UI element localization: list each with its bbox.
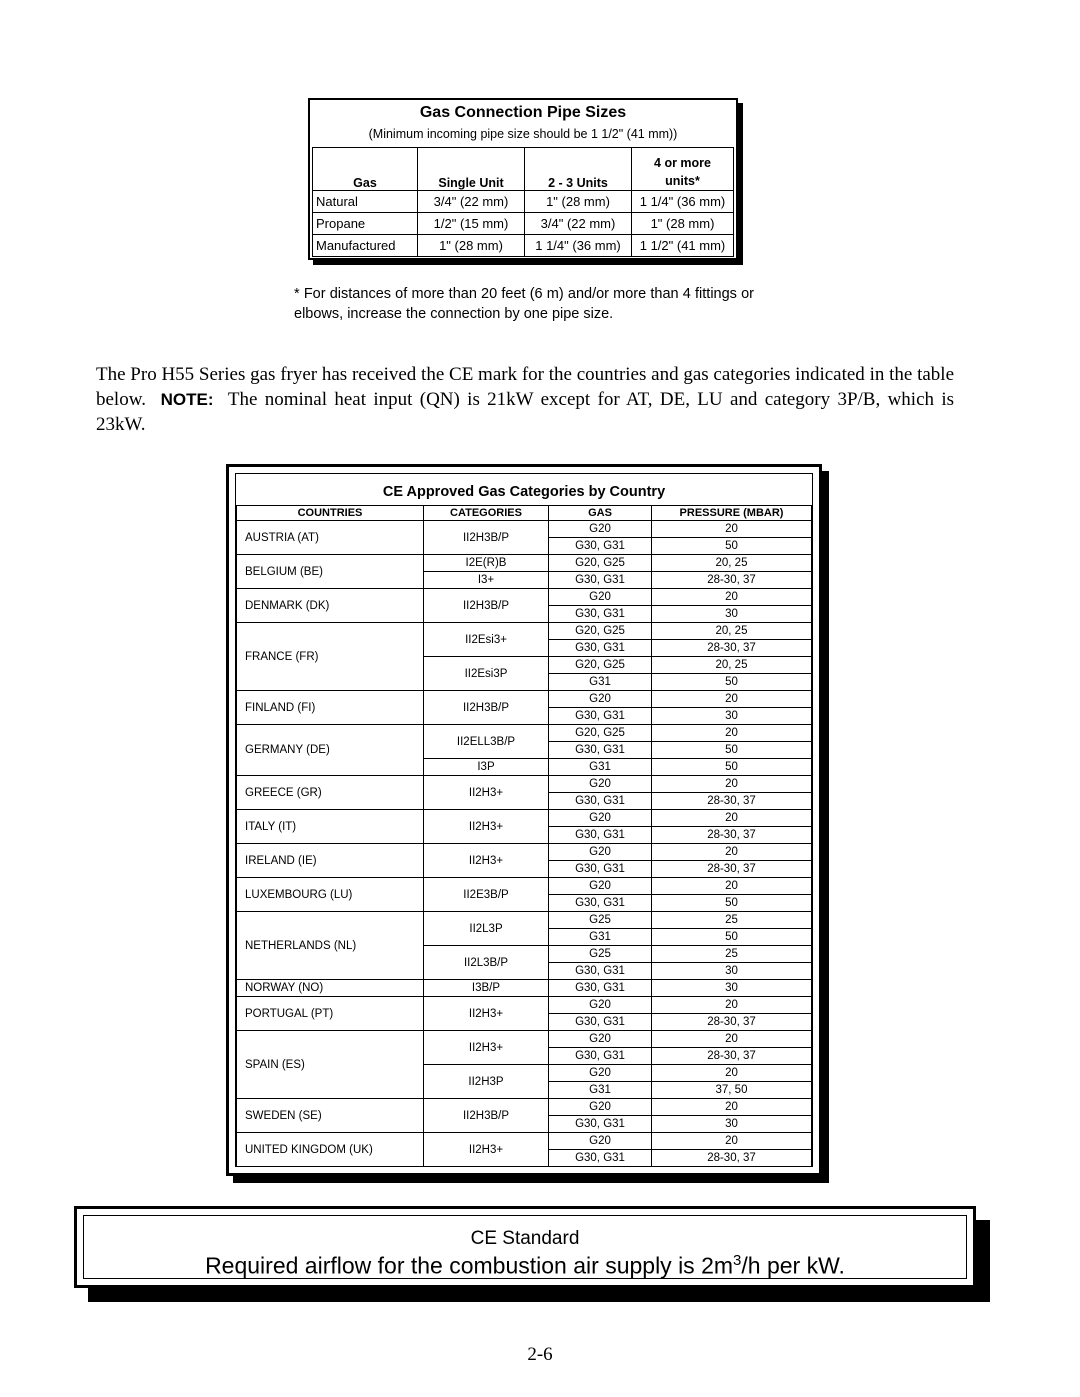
pipe-table-row (313, 191, 734, 213)
ce-country-cell: LUXEMBOURG (LU) (237, 878, 424, 912)
pipe-table-cell: 1 1/4" (36 mm) (525, 235, 632, 257)
ce-gas-cell: G25 (549, 912, 652, 929)
pipe-sizes-table-box (308, 98, 738, 260)
ce-category-cell: II2H3B/P (424, 589, 549, 623)
ce-gas-cell: G30, G31 (549, 1150, 652, 1167)
ce-gas-cell: G31 (549, 1082, 652, 1099)
ce-header-pressure: PRESSURE (MBAR) (652, 506, 812, 521)
ce-table-row (237, 912, 812, 929)
pipe-table-cell: Propane (313, 213, 418, 235)
ce-country-cell: ITALY (IT) (237, 810, 424, 844)
ce-country-cell: BELGIUM (BE) (237, 555, 424, 589)
ce-table-inner-frame (235, 473, 813, 1167)
ce-pressure-cell: 20 (652, 691, 812, 708)
ce-pressure-cell: 20 (652, 1065, 812, 1082)
ce-pressure-cell: 50 (652, 538, 812, 555)
ce-table-row (237, 980, 812, 997)
ce-pressure-cell: 37, 50 (652, 1082, 812, 1099)
ce-gas-cell: G30, G31 (549, 708, 652, 725)
ce-gas-cell: G30, G31 (549, 1048, 652, 1065)
pipe-table-cell: Natural (313, 191, 418, 213)
pipe-table-cell: Manufactured (313, 235, 418, 257)
pipe-header-gas: Gas (313, 148, 418, 191)
ce-table-row (237, 776, 812, 793)
pipe-header-2-3: 2 - 3 Units (525, 148, 632, 191)
ce-country-cell: DENMARK (DK) (237, 589, 424, 623)
ce-pressure-cell: 50 (652, 674, 812, 691)
ce-pressure-cell: 50 (652, 742, 812, 759)
ce-gas-cell: G30, G31 (549, 572, 652, 589)
ce-category-cell: II2L3P (424, 912, 549, 946)
ce-country-cell: AUSTRIA (AT) (237, 521, 424, 555)
ce-pressure-cell: 25 (652, 946, 812, 963)
ce-category-cell: II2ELL3B/P (424, 725, 549, 759)
ce-gas-cell: G30, G31 (549, 1116, 652, 1133)
ce-header-categories: CATEGORIES (424, 506, 549, 521)
ce-country-cell: IRELAND (IE) (237, 844, 424, 878)
pipe-header-4-more-label: 4 or more units* (654, 156, 711, 188)
ce-country-cell: UNITED KINGDOM (UK) (237, 1133, 424, 1167)
ce-table-row (237, 623, 812, 640)
ce-pressure-cell: 20 (652, 1031, 812, 1048)
ce-category-cell: II2L3B/P (424, 946, 549, 980)
ce-gas-cell: G30, G31 (549, 963, 652, 980)
ce-gas-cell: G20, G25 (549, 623, 652, 640)
ce-gas-cell: G20 (549, 878, 652, 895)
ce-gas-cell: G20 (549, 1133, 652, 1150)
ce-pressure-cell: 25 (652, 912, 812, 929)
ce-gas-cell: G30, G31 (549, 1014, 652, 1031)
ce-table-row (237, 725, 812, 742)
pipe-table-header-row (313, 148, 734, 191)
ce-standard-label: CE Standard (470, 1228, 580, 1249)
pipe-table-row (313, 235, 734, 257)
ce-pressure-cell: 30 (652, 606, 812, 623)
ce-pressure-cell: 20 (652, 1099, 812, 1116)
ce-table-row (237, 878, 812, 895)
ce-pressure-cell: 20, 25 (652, 657, 812, 674)
ce-gas-cell: G20 (549, 997, 652, 1014)
ce-table-row (237, 810, 812, 827)
ce-pressure-cell: 20 (652, 1133, 812, 1150)
intro-text-before: The Pro H55 Series gas fryer has received the CE mark for the countries and gas categories indicated in the table below. (96, 364, 954, 410)
pipe-table-cell: 1 1/2" (41 mm) (632, 235, 734, 257)
ce-table-row (237, 589, 812, 606)
ce-table-frame (226, 464, 822, 1176)
ce-country-cell: NETHERLANDS (NL) (237, 912, 424, 980)
airflow-text-before: Required airflow for the combustion air supply is 2m (205, 1252, 734, 1279)
ce-gas-cell: G30, G31 (549, 861, 652, 878)
ce-category-cell: I2E(R)B (424, 555, 549, 572)
ce-category-cell: II2H3+ (424, 776, 549, 810)
ce-pressure-cell: 28-30, 37 (652, 572, 812, 589)
pipe-table-cell: 1" (28 mm) (525, 191, 632, 213)
ce-country-cell: SWEDEN (SE) (237, 1099, 424, 1133)
ce-pressure-cell: 30 (652, 708, 812, 725)
ce-pressure-cell: 28-30, 37 (652, 861, 812, 878)
ce-table-row (237, 844, 812, 861)
ce-country-cell: GERMANY (DE) (237, 725, 424, 776)
pipe-table-cell: 1" (28 mm) (632, 213, 734, 235)
ce-gas-cell: G20 (549, 691, 652, 708)
ce-gas-cell: G20, G25 (549, 657, 652, 674)
ce-category-cell: II2H3P (424, 1065, 549, 1099)
ce-category-cell: II2H3+ (424, 1133, 549, 1167)
ce-gas-cell: G20 (549, 776, 652, 793)
ce-table-row (237, 521, 812, 538)
ce-pressure-cell: 20 (652, 844, 812, 861)
pipe-table-cell: 1/2" (15 mm) (418, 213, 525, 235)
ce-table-title: CE Approved Gas Categories by Country (382, 484, 666, 500)
airflow-text-after: /h per kW. (741, 1252, 845, 1279)
ce-gas-cell: G20 (549, 521, 652, 538)
ce-gas-cell: G20 (549, 1031, 652, 1048)
ce-pressure-cell: 28-30, 37 (652, 827, 812, 844)
ce-pressure-cell: 50 (652, 895, 812, 912)
ce-category-cell: I3B/P (424, 980, 549, 997)
ce-category-cell: I3+ (424, 572, 549, 589)
ce-gas-cell: G30, G31 (549, 538, 652, 555)
ce-pressure-cell: 20 (652, 776, 812, 793)
ce-table-body (237, 521, 812, 1167)
intro-note-label: NOTE: (160, 390, 214, 409)
ce-table-row (237, 691, 812, 708)
ce-table-row (237, 555, 812, 572)
ce-gas-cell: G20 (549, 810, 652, 827)
ce-pressure-cell: 20 (652, 810, 812, 827)
pipe-table-cell: 1 1/4" (36 mm) (632, 191, 734, 213)
pipe-header-single: Single Unit (418, 148, 525, 191)
pipe-table-title: Gas Connection Pipe Sizes (419, 104, 627, 121)
pipe-sizes-table (312, 147, 734, 257)
ce-country-cell: NORWAY (NO) (237, 980, 424, 997)
ce-category-cell: II2H3B/P (424, 521, 549, 555)
ce-pressure-cell: 28-30, 37 (652, 793, 812, 810)
ce-gas-cell: G20 (549, 1099, 652, 1116)
ce-pressure-cell: 20 (652, 725, 812, 742)
ce-table-row (237, 1133, 812, 1150)
ce-country-cell: SPAIN (ES) (237, 1031, 424, 1099)
ce-table-row (237, 1031, 812, 1048)
ce-pressure-cell: 20 (652, 878, 812, 895)
pipe-header-4-more (632, 148, 734, 191)
pipe-table-cell: 3/4" (22 mm) (418, 191, 525, 213)
ce-pressure-cell: 30 (652, 963, 812, 980)
ce-category-cell: II2H3+ (424, 844, 549, 878)
ce-category-cell: II2H3+ (424, 810, 549, 844)
page-number: 2-6 (527, 1344, 553, 1365)
ce-header-gas: GAS (549, 506, 652, 521)
airflow-requirement (84, 1252, 966, 1280)
ce-category-cell: II2E3B/P (424, 878, 549, 912)
airflow-superscript: 3 (733, 1252, 742, 1269)
ce-pressure-cell: 30 (652, 1116, 812, 1133)
ce-table-row (237, 1099, 812, 1116)
ce-category-cell: II2H3+ (424, 1031, 549, 1065)
ce-pressure-cell: 50 (652, 759, 812, 776)
ce-gas-cell: G30, G31 (549, 980, 652, 997)
ce-category-cell: II2Esi3+ (424, 623, 549, 657)
ce-gas-cell: G30, G31 (549, 606, 652, 623)
intro-text-after: The nominal heat input (QN) is 21kW except for AT, DE, LU and category 3P/B, which is 23kW. (96, 389, 955, 435)
ce-gas-cell: G31 (549, 674, 652, 691)
pipe-table-cell: 3/4" (22 mm) (525, 213, 632, 235)
ce-category-cell: II2H3+ (424, 997, 549, 1031)
pipe-table-row (313, 213, 734, 235)
ce-gas-cell: G30, G31 (549, 827, 652, 844)
pipe-footnote: * For distances of more than 20 feet (6 m) and/or more than 4 fittings or elbows, increase the connection by one pipe size. (294, 286, 754, 322)
ce-country-cell: FINLAND (FI) (237, 691, 424, 725)
ce-gas-categories-table (236, 505, 812, 1167)
ce-standard-box (74, 1206, 976, 1288)
ce-intro-paragraph (96, 362, 954, 437)
ce-gas-cell: G30, G31 (549, 742, 652, 759)
ce-gas-cell: G20, G25 (549, 725, 652, 742)
ce-pressure-cell: 28-30, 37 (652, 1150, 812, 1167)
ce-pressure-cell: 28-30, 37 (652, 1048, 812, 1065)
ce-pressure-cell: 20, 25 (652, 555, 812, 572)
ce-gas-cell: G30, G31 (549, 793, 652, 810)
ce-category-cell: II2H3B/P (424, 1099, 549, 1133)
pipe-table-cell: 1" (28 mm) (418, 235, 525, 257)
ce-table-row (237, 997, 812, 1014)
ce-gas-cell: G20 (549, 844, 652, 861)
ce-gas-cell: G20, G25 (549, 555, 652, 572)
ce-gas-cell: G31 (549, 759, 652, 776)
ce-gas-cell: G30, G31 (549, 640, 652, 657)
ce-pressure-cell: 20 (652, 589, 812, 606)
ce-pressure-cell: 28-30, 37 (652, 640, 812, 657)
pipe-table-body (313, 191, 734, 257)
ce-gas-cell: G31 (549, 929, 652, 946)
ce-header-countries: COUNTRIES (237, 506, 424, 521)
ce-table-header-row (237, 506, 812, 521)
ce-pressure-cell: 30 (652, 980, 812, 997)
ce-pressure-cell: 20, 25 (652, 623, 812, 640)
ce-gas-cell: G20 (549, 589, 652, 606)
ce-country-cell: FRANCE (FR) (237, 623, 424, 691)
ce-gas-cell: G20 (549, 1065, 652, 1082)
ce-gas-cell: G25 (549, 946, 652, 963)
pipe-table-subtitle: (Minimum incoming pipe size should be 1 1/2" (41 mm)) (368, 127, 678, 141)
ce-category-cell: II2Esi3P (424, 657, 549, 691)
ce-country-cell: GREECE (GR) (237, 776, 424, 810)
ce-pressure-cell: 50 (652, 929, 812, 946)
ce-country-cell: PORTUGAL (PT) (237, 997, 424, 1031)
ce-category-cell: II2H3B/P (424, 691, 549, 725)
ce-gas-cell: G30, G31 (549, 895, 652, 912)
ce-category-cell: I3P (424, 759, 549, 776)
ce-pressure-cell: 20 (652, 521, 812, 538)
ce-pressure-cell: 28-30, 37 (652, 1014, 812, 1031)
ce-standard-inner-frame (83, 1215, 967, 1279)
ce-pressure-cell: 20 (652, 997, 812, 1014)
